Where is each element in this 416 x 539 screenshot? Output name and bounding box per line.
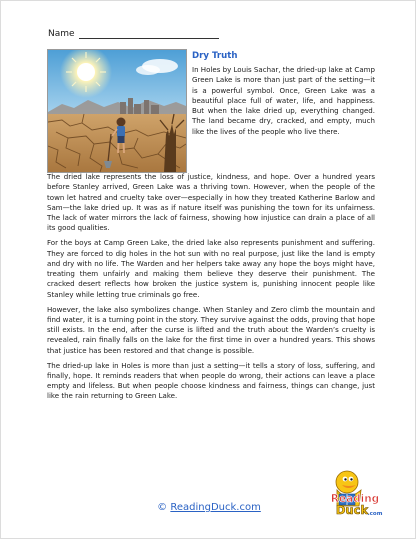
reading-duck-logo	[325, 462, 383, 522]
copyright-symbol: ©	[157, 502, 168, 513]
paragraph: The dried lake represents the loss of justice, kindness, and hope. Over a hundred years before Stanley arrived, Green Lake was a thriving town. However, when the people of the town let hatred and cruelty take over—especially in how they treated Katherine Barlow and Sam—the lake dried up. It was as if nature itself was punishing the town for its unfairness. The lack of water mirrors the lack of fairness, showing how injustice can drain a place of all its good qualities.	[47, 172, 375, 233]
logo-word-reading: Reading	[330, 493, 380, 505]
logo-word-duck: Duck	[335, 503, 369, 517]
paragraph: For the boys at Camp Green Lake, the dried lake also represents punishment and suffering. They are forced to dig holes in the hot sun with no real purpose, just like the land is empty and dry with no life. The Warden and her helpers take away any hope the boys might have, treating them unfairly and making them believe they deserve their punishment. The cracked desert reflects how broken the justice system is, punishing innocent people like Stanley while letting true criminals go free.	[47, 238, 375, 299]
name-blank-line[interactable]	[79, 30, 219, 39]
article-title: Dry Truth	[192, 51, 238, 61]
article-body	[47, 172, 375, 406]
logo-suffix: .com	[367, 511, 383, 517]
paragraph: The dried-up lake in Holes is more than just a setting—it tells a story of loss, suffering, and finally, hope. It reminds readers that when people do wrong, their actions can leave a place empty and lifeless. But when people choose kindness and fairness, things can change, just like the rain returning to Green Lake.	[47, 360, 375, 401]
dried-lake-illustration	[47, 49, 187, 173]
paragraph: However, the lake also symbolizes change. When Stanley and Zero climb the mountain and find water, it is a turning point in the story. They survive against the odds, proving that hope still exists. In the end, after the curse is lifted and the truth about the Warden’s cruelty is revealed, rain finally falls on the lake for the first time in over a hundred years. This shows that justice has been restored and that change is possible.	[47, 304, 375, 355]
site-name[interactable]: ReadingDuck.com	[170, 502, 261, 513]
article-intro: In Holes by Louis Sachar, the dried-up lake at Camp Green Lake is more than just part of the setting—it is a powerful symbol. Once, Green Lake was a beautiful place full of water, life, and happiness. But when the lake dried up, everything changed. The land became dry, cracked, and empty, much like the lives of the people who live there.	[192, 65, 376, 136]
name-row	[48, 29, 219, 39]
name-label: Name	[48, 29, 75, 39]
